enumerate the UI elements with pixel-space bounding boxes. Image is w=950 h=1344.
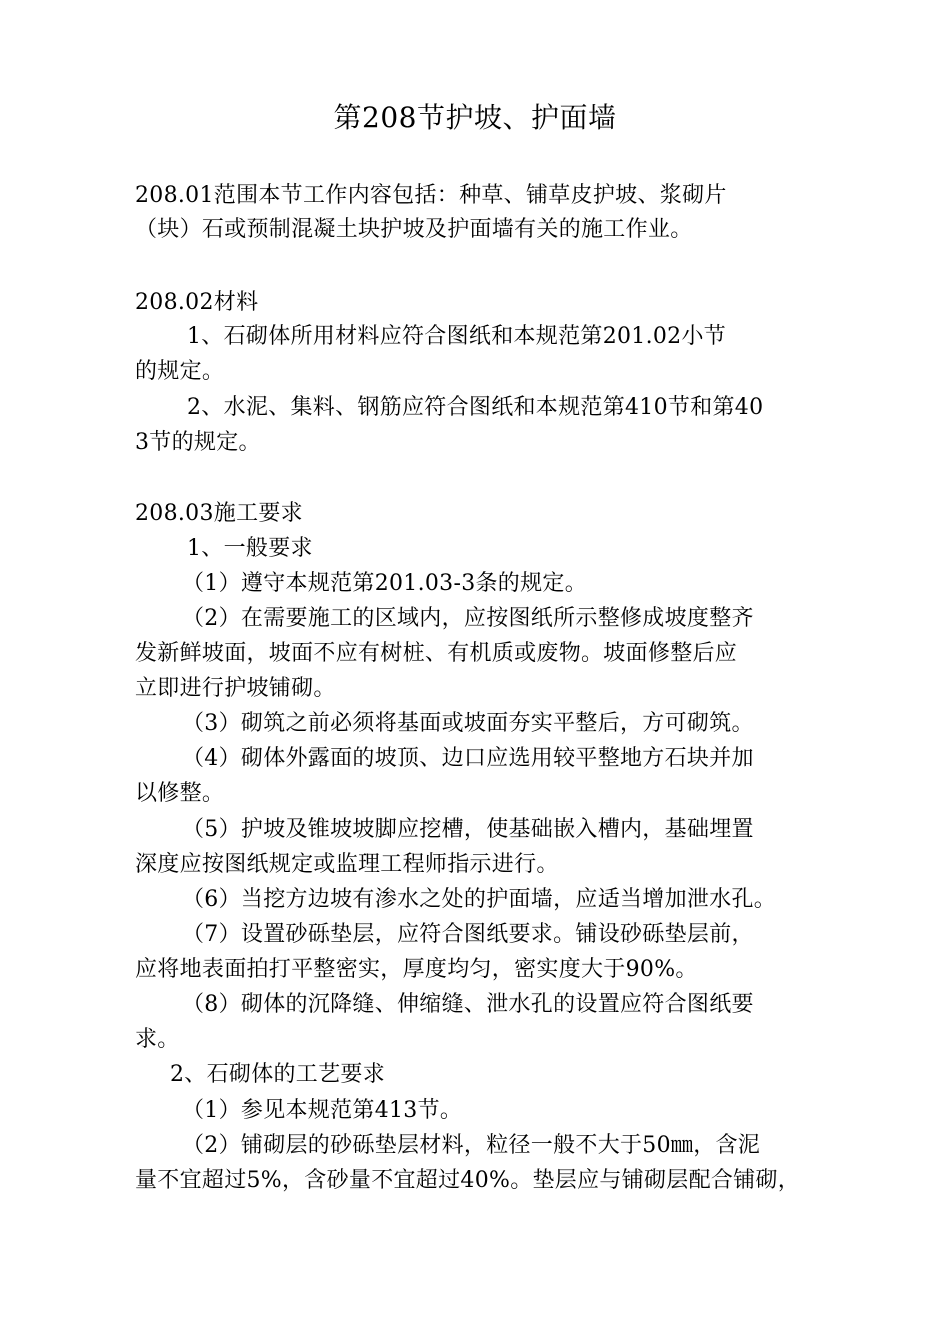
paragraph-line: 208.01范围本节工作内容包括：种草、铺草皮护坡、浆砌片	[135, 183, 727, 208]
list-item: （4）砌体外露面的坡顶、边口应选用较平整地方石块并加	[182, 746, 754, 771]
list-item: （3）砌筑之前必须将基面或坡面夯实平整后，方可砌筑。	[182, 711, 754, 736]
list-item: （7）设置砂砾垫层，应符合图纸要求。铺设砂砾垫层前，	[182, 922, 754, 947]
paragraph-line: （块）石或预制混凝土块护坡及护面墙有关的施工作业。	[135, 217, 693, 242]
paragraph-line: 以修整。	[135, 781, 225, 806]
list-heading: 2、石砌体的工艺要求	[170, 1062, 385, 1087]
paragraph-line: 2、水泥、集料、钢筋应符合图纸和本规范第410节和第40	[187, 395, 764, 420]
paragraph-line: 1、石砌体所用材料应符合图纸和本规范第201.02小节	[187, 324, 727, 349]
list-item: （2）在需要施工的区域内，应按图纸所示整修成坡度整齐	[182, 606, 754, 631]
list-heading: 1、一般要求	[187, 536, 313, 561]
list-item: （8）砌体的沉降缝、伸缩缝、泄水孔的设置应符合图纸要	[182, 992, 754, 1017]
list-item: （2）铺砌层的砂砾垫层材料，粒径一般不大于50㎜，含泥	[182, 1133, 761, 1158]
paragraph-line: 立即进行护坡铺砌。	[135, 676, 336, 701]
section-title: 第208节护坡、护面墙	[333, 101, 617, 134]
paragraph-line: 应将地表面拍打平整密实，厚度均匀，密实度大于90%。	[135, 957, 698, 982]
list-item: （1）遵守本规范第201.03-3条的规定。	[182, 571, 588, 596]
subsection-heading: 208.03施工要求	[135, 501, 303, 526]
paragraph-line: 的规定。	[135, 359, 225, 384]
list-item: （1）参见本规范第413节。	[182, 1098, 463, 1123]
paragraph-line: 求。	[135, 1027, 180, 1052]
list-item: （5）护坡及锥坡坡脚应挖槽，使基础嵌入槽内，基础埋置	[182, 817, 754, 842]
paragraph-line: 3节的规定。	[135, 430, 261, 455]
paragraph-line: 深度应按图纸规定或监理工程师指示进行。	[135, 852, 559, 877]
paragraph-line: 量不宜超过5%，含砂量不宜超过40%。垫层应与铺砌层配合铺砌，	[135, 1168, 801, 1193]
subsection-heading: 208.02材料	[135, 290, 259, 315]
paragraph-line: 发新鲜坡面，坡面不应有树桩、有机质或废物。坡面修整后应	[135, 641, 738, 666]
list-item: （6）当挖方边坡有渗水之处的护面墙，应适当增加泄水孔。	[182, 887, 777, 912]
